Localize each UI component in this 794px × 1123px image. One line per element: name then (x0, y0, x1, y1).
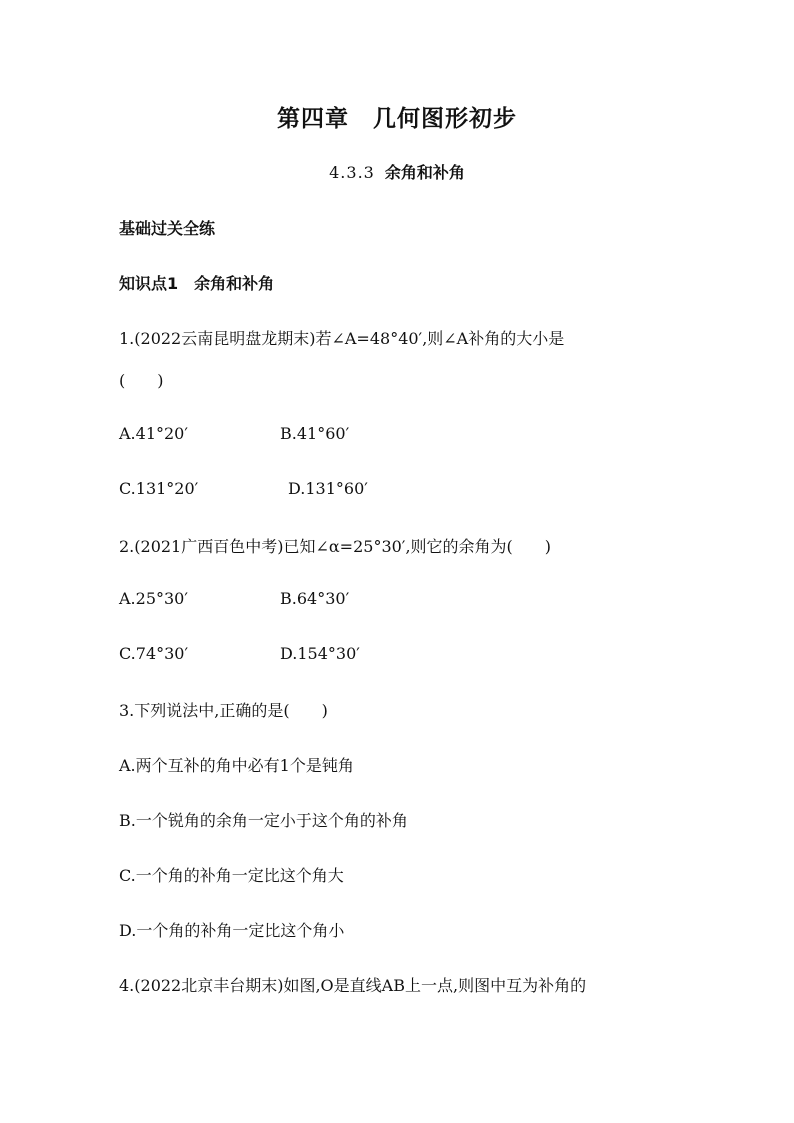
question-1-option-c: C.131°20′ (119, 479, 199, 498)
question-1-answer-blank: ( ) (119, 371, 164, 390)
section-number: 4.3.3 (329, 163, 375, 182)
question-1-stem: 1.(2022云南昆明盘龙期末)若∠A=48°40′,则∠A补角的大小是 (119, 329, 565, 348)
question-3-stem: 3.下列说法中,正确的是( ) (119, 701, 328, 720)
question-2-option-b: B.64°30′ (280, 589, 350, 608)
practice-heading: 基础过关全练 (119, 219, 216, 238)
question-3-option-a: A.两个互补的角中必有1个是钝角 (119, 756, 354, 775)
question-2-stem: 2.(2021广西百色中考)已知∠α=25°30′,则它的余角为( ) (119, 537, 552, 556)
question-2-option-d: D.154°30′ (280, 644, 360, 663)
chapter-title: 第四章 几何图形初步 (277, 106, 517, 132)
section-title: 余角和补角 (384, 163, 465, 182)
question-3-option-d: D.一个角的补角一定比这个角小 (119, 921, 345, 940)
question-1-option-d: D.131°60′ (288, 479, 368, 498)
question-2-option-a: A.25°30′ (119, 589, 188, 608)
section-heading (0, 160, 794, 183)
question-3-option-b: B.一个锐角的余角一定小于这个角的补角 (119, 811, 408, 830)
question-4-stem: 4.(2022北京丰台期末)如图,O是直线AB上一点,则图中互为补角的 (119, 976, 587, 995)
question-1-option-a: A.41°20′ (119, 424, 188, 443)
question-1-option-b: B.41°60′ (280, 424, 350, 443)
question-2-option-c: C.74°30′ (119, 644, 189, 663)
knowledge-point-heading: 知识点1 余角和补角 (119, 274, 275, 293)
question-3-option-c: C.一个角的补角一定比这个角大 (119, 866, 344, 885)
